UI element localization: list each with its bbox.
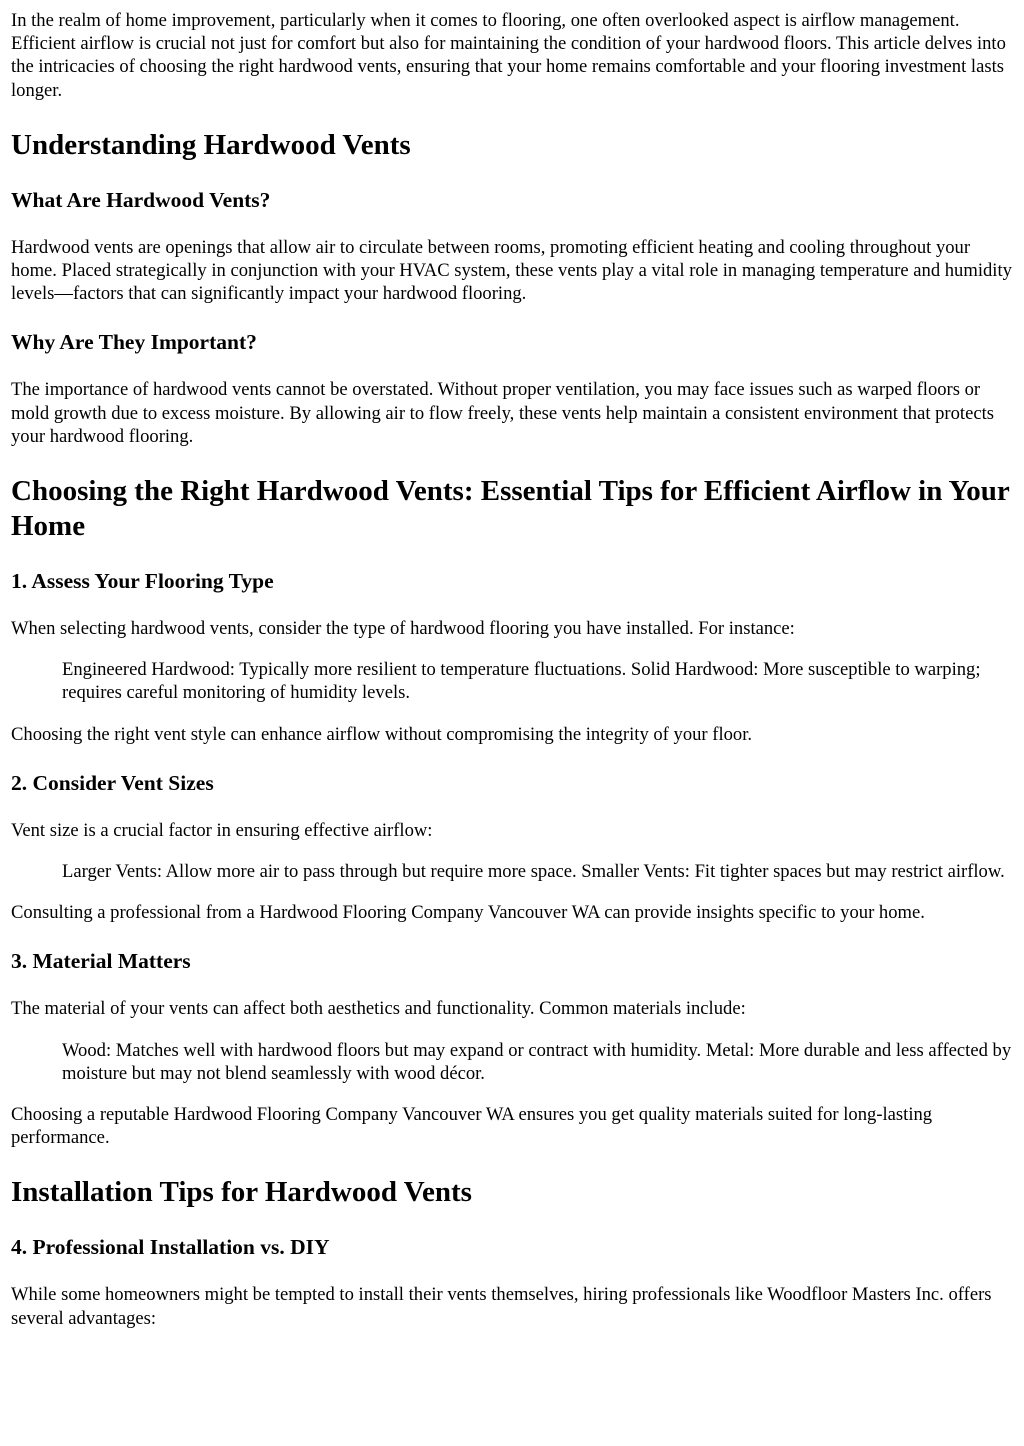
subsection-heading-vent-sizes: 2. Consider Vent Sizes xyxy=(11,770,214,795)
paragraph-professional: While some homeowners might be tempted to install their vents themselves, hiring professionals like Woodfloor Masters Inc. offers several advantages: xyxy=(11,1284,992,1329)
paragraph-flooring-type: When selecting hardwood vents, consider the type of hardwood flooring you have installed. For instance: xyxy=(11,618,795,640)
intro-paragraph: In the realm of home improvement, particularly when it comes to flooring, one often overlooked aspect is airflow management. Efficient airflow is crucial not just for comfort but also for maintaining the condition of your hardwood floors. This article delves into the intricacies of choosing the right hardwood vents, ensuring that your home remains comfortable and your flooring investment lasts longer. xyxy=(11,10,1006,101)
quote-flooring-type: Engineered Hardwood: Typically more resilient to temperature fluctuations. Solid Hardwood: More susceptible to warping; requires careful monitoring of humidity levels. xyxy=(62,659,981,704)
subsection-heading-material: 3. Material Matters xyxy=(11,949,191,974)
section-heading-installation: Installation Tips for Hardwood Vents xyxy=(11,1176,472,1209)
paragraph-flooring-type-after: Choosing the right vent style can enhance airflow without compromising the integrity of your floor. xyxy=(11,723,753,745)
quote-vent-sizes: Larger Vents: Allow more air to pass through but require more space. Smaller Vents: Fit tighter spaces but may restrict airflow. xyxy=(62,861,1005,883)
subsection-heading-why-important: Why Are They Important? xyxy=(11,330,257,355)
paragraph-material-after: Choosing a reputable Hardwood Flooring Company Vancouver WA ensures you get quality materials suited for long-lasting performance. xyxy=(11,1104,933,1149)
quote-material: Wood: Matches well with hardwood floors but may expand or contract with humidity. Metal: More durable and less affected by moisture but may not blend seamlessly with wood décor. xyxy=(62,1039,1012,1084)
paragraph-what-are: Hardwood vents are openings that allow air to circulate between rooms, promoting efficient heating and cooling throughout your home. Placed strategically in conjunction with your HVAC system, these vents play a vital role in managing temperature and humidity levels—factors that can significantly impact your hardwood flooring. xyxy=(11,236,1012,305)
paragraph-material: The material of your vents can affect both aesthetics and functionality. Common materials include: xyxy=(11,998,746,1020)
paragraph-vent-sizes-after: Consulting a professional from a Hardwood Flooring Company Vancouver WA can provide insights specific to your home. xyxy=(11,902,925,924)
paragraph-vent-sizes: Vent size is a crucial factor in ensuring effective airflow: xyxy=(11,819,433,841)
section-heading-choosing: Choosing the Right Hardwood Vents: Essential Tips for Efficient Airflow in Your Home xyxy=(11,475,1010,543)
section-heading-understanding: Understanding Hardwood Vents xyxy=(11,128,411,161)
subsection-heading-professional: 4. Professional Installation vs. DIY xyxy=(11,1235,330,1260)
paragraph-why-important: The importance of hardwood vents cannot be overstated. Without proper ventilation, you may face issues such as warped floors or mold growth due to excess moisture. By allowing air to flow freely, these vents help maintain a consistent environment that protects your hardwood flooring. xyxy=(11,379,994,447)
subsection-heading-flooring-type: 1. Assess Your Flooring Type xyxy=(11,569,274,594)
subsection-heading-what-are: What Are Hardwood Vents? xyxy=(11,187,271,212)
